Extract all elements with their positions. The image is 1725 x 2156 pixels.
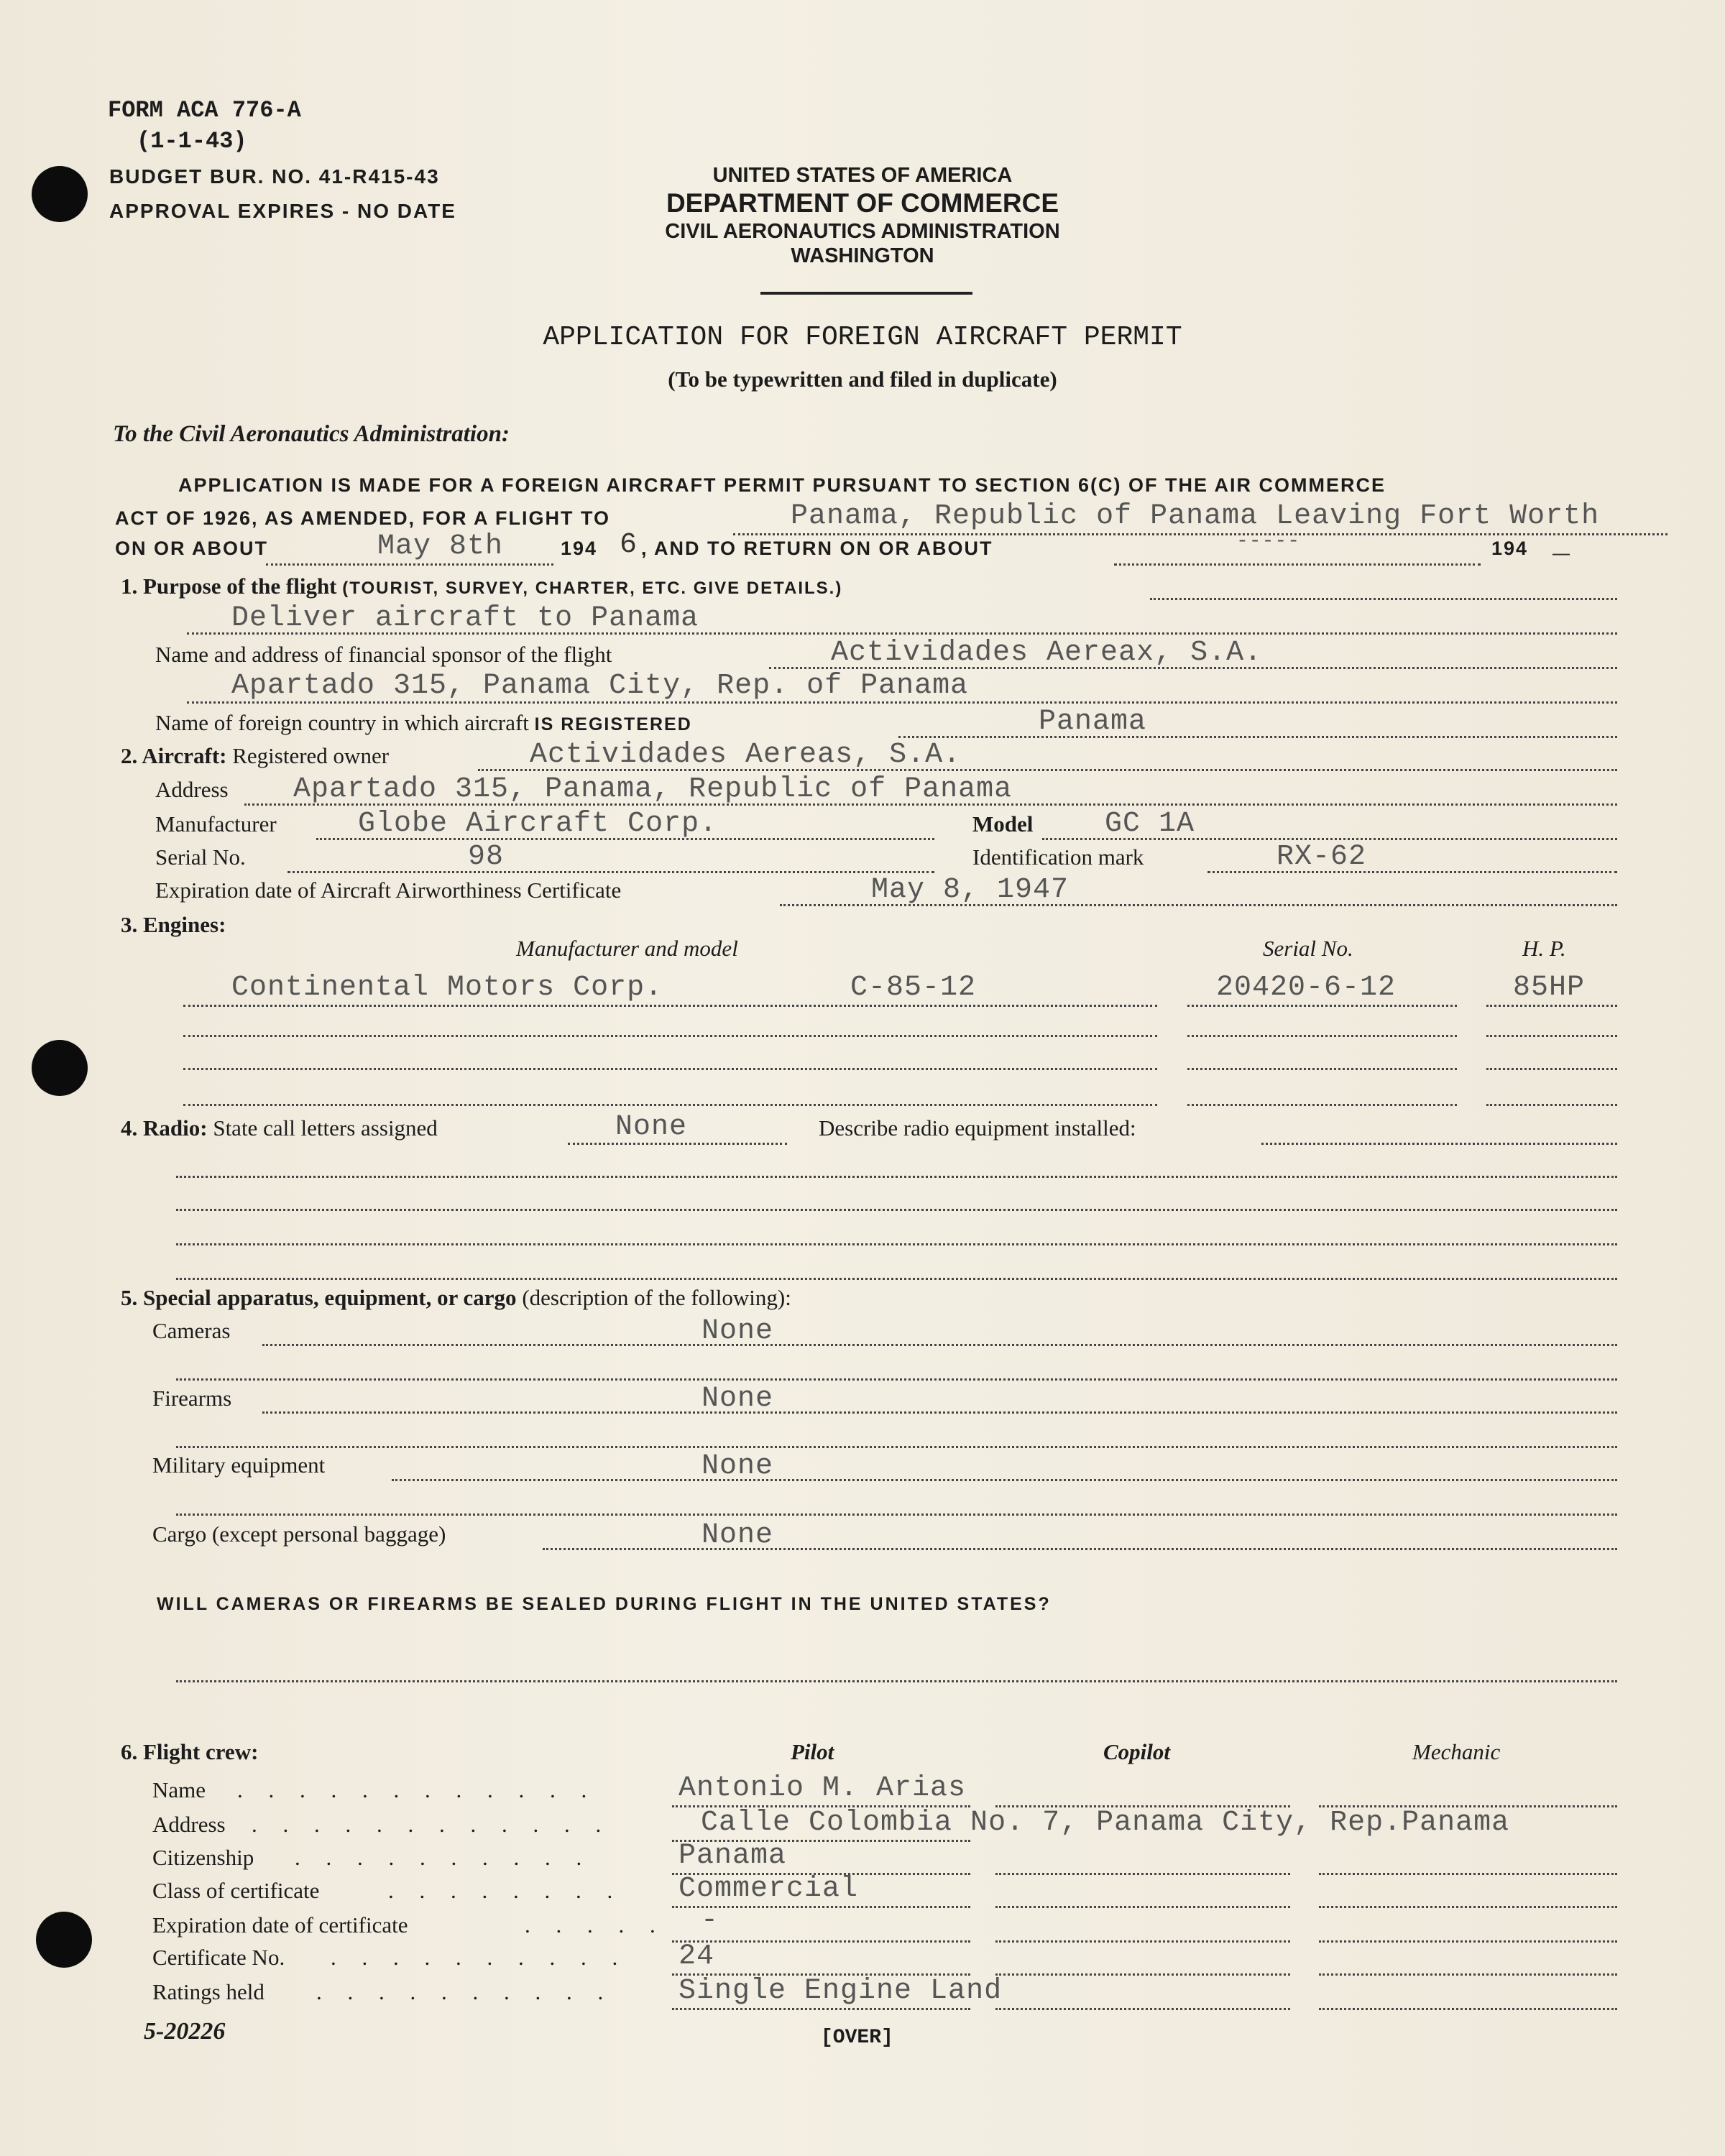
crew-row-label: Ratings held [152, 1979, 264, 2004]
return-year-digit: _ [1552, 529, 1571, 561]
return-date-value: ----- [1236, 530, 1301, 553]
document-subtitle: (To be typewritten and filed in duplicate) [668, 367, 1057, 392]
departure-year-digit: 6 [620, 529, 638, 561]
crew-row-label: Citizenship [152, 1845, 254, 1870]
pilot-name-value: Antonio M. Arias [678, 1772, 967, 1805]
pilot-citizenship-value: Panama [678, 1840, 787, 1872]
sponsor-name-value: Actividades Aereax, S.A. [831, 637, 1263, 669]
form-number: FORM ACA 776-A [108, 97, 301, 124]
firearms-label: Firearms [152, 1386, 232, 1411]
departure-date-value: May 8th [377, 530, 504, 563]
registry-country-value: Panama [1039, 706, 1147, 738]
engine-col-serial: Serial No. [1263, 936, 1353, 961]
approval-expires: APPROVAL EXPIRES - NO DATE [109, 200, 456, 222]
handwritten-number: 5-20226 [144, 2018, 226, 2045]
engine-model: C-85-12 [850, 972, 977, 1004]
cargo-label: Cargo (except personal baggage) [152, 1521, 446, 1547]
agency-department: DEPARTMENT OF COMMERCE [666, 188, 1059, 218]
engine-hp: 85HP [1513, 972, 1586, 1004]
sealed-question: WILL CAMERAS OR FIREARMS BE SEALED DURING FLIGHT IN THE UNITED STATES? [157, 1594, 1052, 1614]
ident-label: Identification mark [972, 844, 1144, 870]
engine-col-model: Manufacturer and model [516, 936, 738, 961]
registry-country-label: Name of foreign country in which aircraft IS REGISTERED [155, 710, 692, 735]
year-prefix: 194 [561, 538, 598, 559]
aircraft-address-value: Apartado 315, Panama, Republic of Panama [293, 773, 1013, 806]
punch-hole [32, 1040, 88, 1096]
destination-value: Panama, Republic of Panama Leaving Fort Worth [791, 500, 1600, 533]
serial-label: Serial No. [155, 844, 246, 870]
document-title: APPLICATION FOR FOREIGN AIRCRAFT PERMIT [543, 322, 1182, 353]
manufacturer-value: Globe Aircraft Corp. [358, 808, 718, 840]
budget-number: BUDGET BUR. NO. 41-R415-43 [109, 165, 440, 188]
agency-country: UNITED STATES OF AMERICA [712, 164, 1013, 187]
crew-row-label: Expiration date of certificate [152, 1912, 408, 1938]
engine-manufacturer: Continental Motors Corp. [231, 972, 663, 1004]
call-letters-value: None [615, 1111, 688, 1143]
over-note: [OVER] [821, 2027, 893, 2049]
pilot-class-value: Commercial [678, 1873, 859, 1905]
military-equipment-label: Military equipment [152, 1452, 326, 1478]
return-year-prefix: 194 [1491, 538, 1529, 559]
crew-col-pilot: Pilot [791, 1739, 834, 1764]
radio-equipment-label: Describe radio equipment installed: [819, 1115, 1136, 1141]
agency-city: WASHINGTON [791, 244, 934, 267]
crew-col-copilot: Copilot [1103, 1739, 1171, 1764]
crew-row-label: Address [152, 1812, 226, 1837]
sponsor-address-value: Apartado 315, Panama City, Rep. of Panama [231, 670, 969, 702]
cameras-value: None [702, 1315, 774, 1348]
engine-serial: 20420-6-12 [1216, 972, 1397, 1004]
sponsor-label: Name and address of financial sponsor of the flight [155, 642, 612, 667]
serial-value: 98 [468, 841, 505, 873]
purpose-value: Deliver aircraft to Panama [231, 602, 699, 635]
ident-value: RX-62 [1276, 841, 1367, 873]
pilot-ratings-value: Single Engine Land [678, 1975, 1003, 2007]
cargo-value: None [702, 1519, 774, 1552]
punch-hole [36, 1912, 92, 1968]
intro-line-2: ACT OF 1926, AS AMENDED, FOR A FLIGHT TO [115, 507, 611, 529]
purpose-label: 1. Purpose of the flight (TOURIST, SURVEY, CHARTER, ETC. GIVE DETAILS.) [121, 573, 843, 599]
model-label: Model [972, 811, 1034, 837]
intro-line-1: APPLICATION IS MADE FOR A FOREIGN AIRCRAFT PERMIT PURSUANT TO SECTION 6(C) OF THE AIR COMMERCE [178, 474, 1386, 496]
manufacturer-label: Manufacturer [155, 811, 277, 837]
airworthiness-expiration-value: May 8, 1947 [871, 874, 1070, 906]
crew-row-label: Class of certificate [152, 1878, 320, 1903]
radio-label: 4. Radio: State call letters assigned [121, 1115, 438, 1141]
special-apparatus-label: 5. Special apparatus, equipment, or cargo (description of the following): [121, 1285, 791, 1310]
cameras-label: Cameras [152, 1318, 231, 1343]
pilot-cert-no-value: 24 [678, 1940, 715, 1973]
crew-col-mechanic: Mechanic [1412, 1739, 1501, 1764]
aircraft-address-label: Address [155, 777, 229, 802]
header-rule [760, 292, 972, 295]
pilot-address-value: Calle Colombia No. 7, Panama City, Rep.Panama [701, 1807, 1510, 1839]
model-value: GC 1A [1105, 808, 1195, 840]
intro-line-3a: ON OR ABOUT [115, 538, 268, 559]
flight-crew-label: 6. Flight crew: [121, 1739, 259, 1764]
intro-line-3b: , AND TO RETURN ON OR ABOUT [641, 538, 993, 559]
airworthiness-expiration-label: Expiration date of Aircraft Airworthiness Certificate [155, 877, 622, 903]
form-date: (1-1-43) [137, 128, 247, 155]
agency-administration: CIVIL AERONAUTICS ADMINISTRATION [665, 220, 1060, 243]
military-equipment-value: None [702, 1450, 774, 1483]
firearms-value: None [702, 1383, 774, 1415]
engine-col-hp: H. P. [1522, 936, 1566, 961]
aircraft-owner-label: 2. Aircraft: Registered owner [121, 743, 390, 768]
engines-label: 3. Engines: [121, 912, 226, 937]
crew-row-label: Certificate No. [152, 1945, 285, 1970]
owner-value: Actividades Aereas, S.A. [530, 739, 962, 771]
crew-row-label: Name [152, 1777, 206, 1802]
pilot-cert-expiration-value: - [701, 1904, 719, 1937]
salutation: To the Civil Aeronautics Administration: [113, 421, 510, 447]
